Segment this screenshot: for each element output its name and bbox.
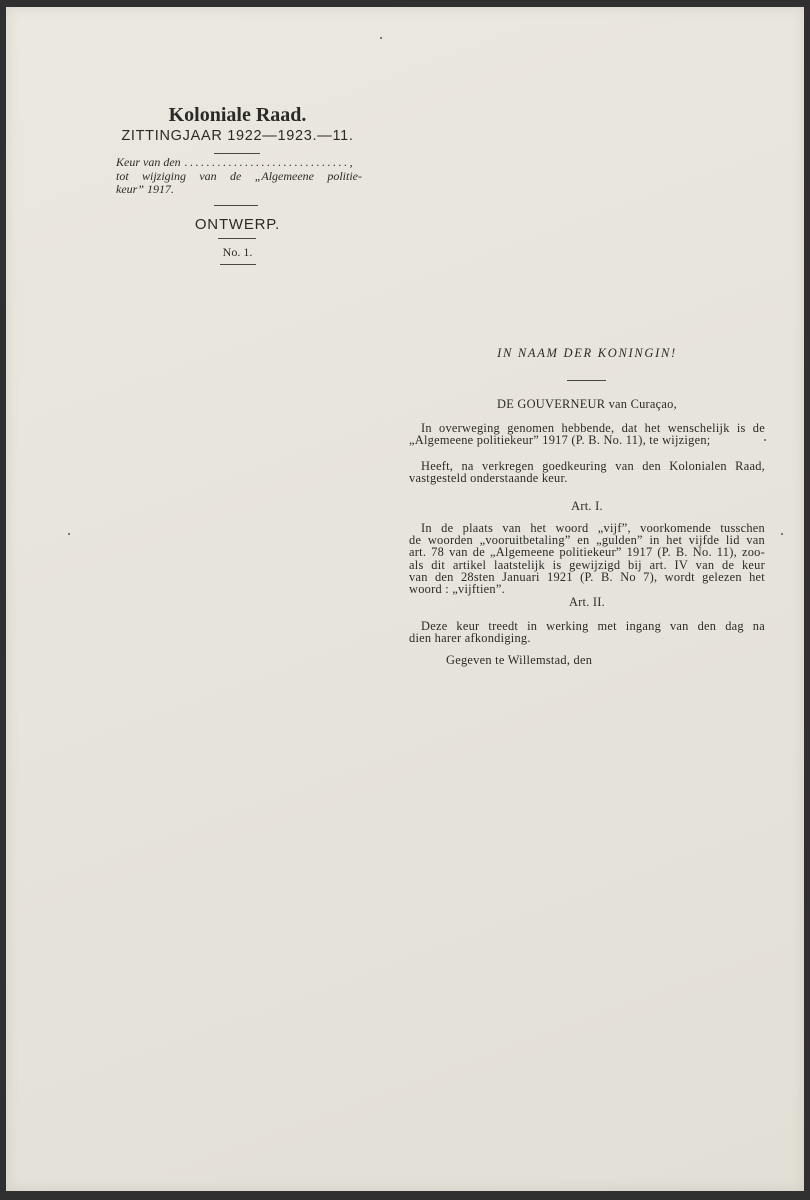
divider-rule xyxy=(218,238,256,239)
subject-lead: Keur van den xyxy=(116,155,181,169)
draft-number: No. 1. xyxy=(222,245,253,259)
invocation: IN NAAM DER KONINGIN! xyxy=(497,346,677,360)
paragraph-line: de woorden „vooruitbetaling” en „gulden” in het vijfde lid van xyxy=(409,533,765,548)
paper-speck xyxy=(764,439,766,441)
paper-speck xyxy=(380,37,382,39)
subject-line: keur” 1917. xyxy=(116,182,174,196)
preamble-paragraph xyxy=(409,422,765,447)
session-year-label: ZITTINGJAAR 1922—1923.—11. xyxy=(121,128,354,144)
divider-rule xyxy=(214,205,258,206)
paragraph-line: woord : „vijftien”. xyxy=(409,582,505,597)
article-paragraph xyxy=(409,620,765,645)
governor-line: DE GOUVERNEUR van Curaçao, xyxy=(497,397,677,411)
document-page xyxy=(6,7,804,1191)
council-title: Koloniale Raad. xyxy=(168,104,307,126)
divider-rule xyxy=(567,380,606,381)
dotted-leader: .............................., xyxy=(184,155,356,169)
paper-speck xyxy=(781,533,783,535)
paragraph-line: In overweging genomen hebbende, dat het wenschelijk is de xyxy=(421,421,765,435)
paragraph-line: In de plaats van het woord „vijf”, voorkomende tusschen xyxy=(421,521,765,535)
subject-line: tot wijziging van de „Algemeene politie- xyxy=(116,168,362,183)
divider-rule xyxy=(214,153,260,154)
paragraph-line: art. 78 van de „Algemeene politiekeur” 1917 (P. B. No. 11), zoo- xyxy=(409,545,765,560)
article-heading: Art. I. xyxy=(571,499,603,513)
closing-line: Gegeven te Willemstad, den xyxy=(446,653,593,667)
article-paragraph xyxy=(409,522,765,595)
paragraph-line: „Algemeene politiekeur” 1917 (P. B. No. 11), te wijzigen; xyxy=(409,433,711,448)
paragraph-line: als dit artikel laatstelijk is gewijzigd bij art. IV van de keur xyxy=(409,557,765,572)
paragraph-line: Deze keur treedt in werking met ingang van den dag na xyxy=(421,619,765,633)
paragraph-line: vastgesteld onderstaande keur. xyxy=(409,471,568,486)
preamble-paragraph xyxy=(409,460,765,485)
bill-subject xyxy=(116,156,362,197)
divider-rule xyxy=(220,264,256,265)
paragraph-line: van den 28sten Januari 1921 (P. B. No 7), wordt gelezen het xyxy=(409,569,765,584)
article-heading: Art. II. xyxy=(568,595,606,609)
paper-speck xyxy=(68,533,70,535)
subject-line xyxy=(116,156,362,170)
paragraph-line: dien harer afkondiging. xyxy=(409,631,531,646)
paragraph-line: Heeft, na verkregen goedkeuring van den Kolonialen Raad, xyxy=(421,459,765,473)
draft-label: ONTWERP. xyxy=(194,216,281,233)
